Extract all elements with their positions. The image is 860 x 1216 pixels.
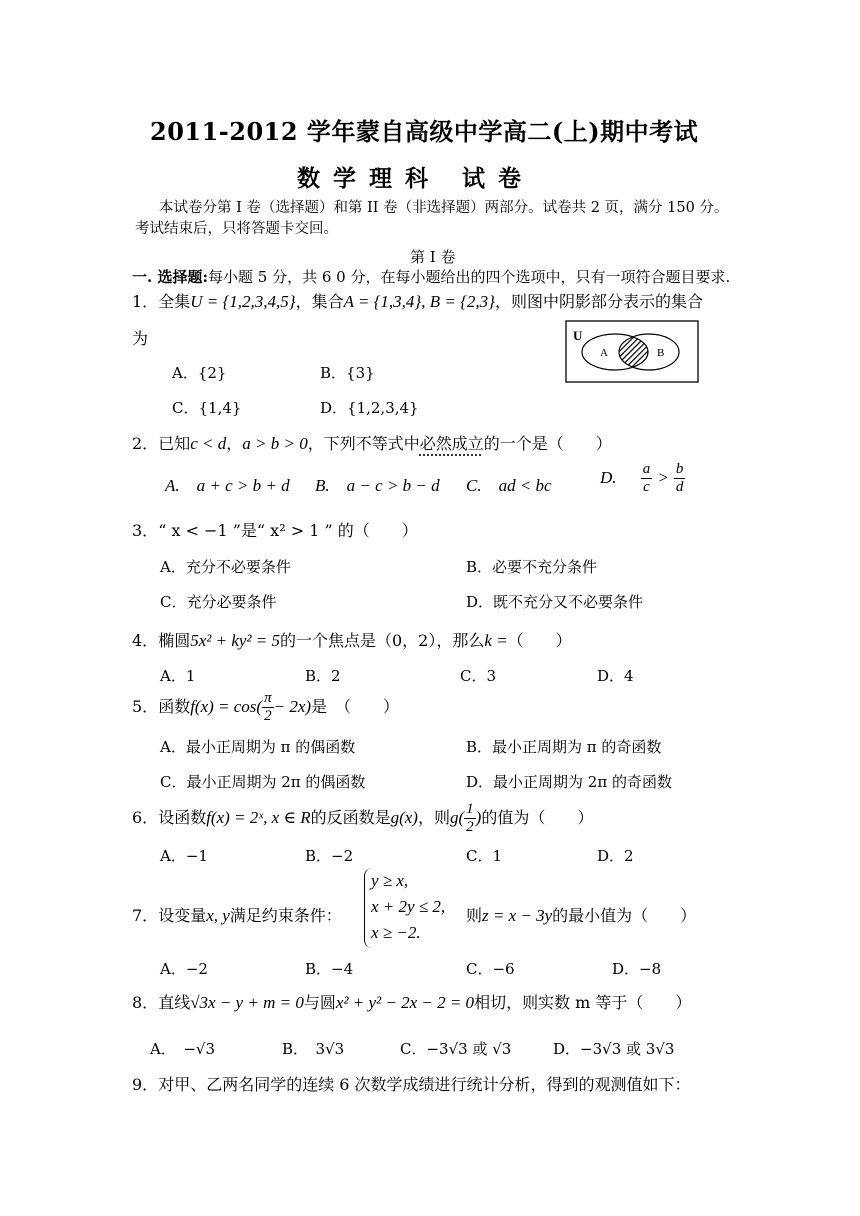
q3-option-c[interactable]: C．充分必要条件 [160,593,277,611]
q7-text-4: 的最小值为（ ） [552,906,697,925]
question-2-stem [132,431,612,454]
section-heading: 一. 选择题: [132,268,208,286]
exam-title: 2011-2012 学年蒙自高级中学高二(上)期中考试 [150,117,699,146]
q4-text-1: 椭圆 [158,631,191,650]
question-3-stem [132,518,418,541]
q4-text-2: 的一个焦点是（0，2），那么 [279,631,485,650]
part-label: 第 I 卷 [410,248,456,266]
q8-option-b[interactable]: B． 3√3 [282,1040,345,1058]
venn-b-label: B [657,347,665,359]
q1-math-sets: A = {1,3,4}, B = {2,3} [343,292,495,311]
q1-option-c[interactable]: C．{1,4} [172,399,242,417]
question-number: 5． [132,697,159,716]
question-number: 3． [132,521,159,540]
frac-numerator: b [675,461,684,477]
frac-denominator: 2 [466,819,474,835]
q5-option-d[interactable]: D．最小正周期为 2π 的奇函数 [466,773,672,791]
constraint-2: x + 2y ≤ 2, [371,897,446,916]
q6-option-b[interactable]: B．−2 [305,847,354,865]
question-number: 9． [132,1075,159,1094]
q7-text-1: 设变量 [158,906,207,925]
q4-option-a[interactable]: A．1 [160,667,196,685]
q4-math-k: k = [484,631,508,650]
venn-diagram [565,320,699,383]
q2-text-4: 的一个是（ ） [483,434,612,453]
q1-text-2: ，集合 [295,292,344,311]
q7-text-3: 则 [466,906,483,925]
question-1-stem-cont: 为 [132,329,149,348]
q8-option-a[interactable]: A． −√3 [150,1040,216,1058]
q8-math-circle: x² + y² − 2x − 2 = 0 [335,993,475,1012]
q5-math-2: − 2x) [273,697,312,716]
q1-text-1: 全集 [158,292,191,311]
q3-option-b[interactable]: B．必要不充分条件 [466,558,598,576]
q2-emphasis: 必然成立 [419,434,484,453]
q2-option-b[interactable]: B. a − c > b − d [315,476,440,495]
q7-constraint-system [364,868,445,948]
question-9-stem [132,1072,691,1095]
constraint-3: x ≥ −2. [371,923,421,942]
q9-text: 对甲、乙两名同学的连续 6 次数学成绩进行统计分析，得到的观测值如下： [158,1075,691,1094]
q2-fraction-a-over-c [641,461,653,496]
question-number: 4． [132,631,159,650]
q4-option-b[interactable]: B．2 [305,667,341,685]
q8-math-line: √3x − y + m = 0 [190,993,304,1012]
q6-option-c[interactable]: C．1 [466,847,503,865]
question-number: 1． [132,292,159,311]
exam-subtitle: 数学理科 试卷 [297,165,535,192]
q5-fraction-pi-over-2 [262,690,274,725]
frac-numerator: a [642,461,651,477]
q2-option-d-label: D. [600,468,617,487]
q4-option-c[interactable]: C．3 [460,667,497,685]
q5-text-2: 是 （ ） [311,697,400,716]
venn-u-label: U [573,328,583,343]
question-7-stem [132,903,342,926]
q3-text: “ x < −1 ”是“ x² > 1 ” 的（ ） [158,521,418,540]
q1-option-a[interactable]: A．{2} [172,364,227,382]
question-number: 7． [132,906,159,925]
q2-text-1: 已知 [158,434,191,453]
q6-math-4: ) [475,808,482,827]
q6-math-2: g(x) [390,808,418,827]
intro-text [135,198,775,240]
section-header [132,266,730,287]
question-7-stem-cont [466,903,696,926]
q4-option-d[interactable]: D．4 [597,667,634,685]
q5-option-b[interactable]: B．最小正周期为 π 的奇函数 [466,738,662,756]
q6-option-a[interactable]: A．−1 [160,847,208,865]
q4-text-3: （ ） [507,631,572,650]
question-number: 8． [132,993,159,1012]
question-4-stem [132,628,572,651]
frac-denominator: d [675,479,684,495]
q6-fraction-one-half [464,801,476,836]
q6-math-3: g( [449,808,465,827]
q7-option-c[interactable]: C．−6 [466,960,515,978]
q7-math-vars: x, y [206,906,230,925]
q2-option-c[interactable]: C. ad < bc [466,476,552,495]
q5-option-a[interactable]: A．最小正周期为 π 的偶函数 [160,738,356,756]
q8-option-c[interactable]: C．−3√3 或 √3 [400,1040,512,1058]
q2-option-d-operator: > [657,468,669,487]
q2-text-2: ， [226,434,243,453]
q7-text-2: 满足约束条件： [229,906,342,925]
q2-option-a[interactable]: A. a + c > b + d [165,476,290,495]
q7-option-b[interactable]: B．−4 [305,960,354,978]
q8-text-2: 与圆 [303,993,336,1012]
q3-option-d[interactable]: D．既不充分又不必要条件 [466,593,644,611]
q6-text-3: ，则 [417,808,450,827]
q7-option-a[interactable]: A．−2 [160,960,208,978]
q6-option-d[interactable]: D．2 [597,847,634,865]
q1-text-3: ，则图中阴影部分表示的集合 [494,292,703,311]
question-number: 6． [132,808,159,827]
q2-math-2: a > b > 0 [242,434,308,453]
intro-line-2: 考试结束后，只将答题卡交回。 [135,221,338,237]
q7-option-d[interactable]: D．−8 [612,960,662,978]
q8-option-d[interactable]: D．−3√3 或 3√3 [553,1040,675,1058]
q6-text-4: 的值为（ ） [481,808,594,827]
frac-numerator: 1 [466,801,474,817]
q2-text-3: ，下列不等式中 [307,434,420,453]
frac-denominator: 2 [264,708,272,724]
question-1-stem [132,289,703,312]
section-instruction: 每小题 5 分，共 6 0 分，在每小题给出的四个选项中，只有一项符合题目要求. [207,268,731,286]
question-8-stem [132,990,691,1013]
q3-option-a[interactable]: A．充分不必要条件 [160,558,291,576]
q8-text-3: 相切，则实数 m 等于（ ） [474,993,692,1012]
q1-option-b[interactable]: B．{3} [320,364,375,382]
question-5-stem [132,690,399,725]
q5-text-1: 函数 [158,697,191,716]
q5-math-1: f(x) = cos( [190,697,263,716]
q1-math-universal-set: U = {1,2,3,4,5} [190,292,296,311]
q6-text-1: 设函数 [158,808,207,827]
q7-math-objective: z = x − 3y [482,906,553,925]
venn-a-label: A [600,347,608,359]
frac-denominator: c [643,479,650,495]
q2-fraction-b-over-d [674,461,686,496]
question-number: 2． [132,434,159,453]
q2-math-1: c < d [190,434,227,453]
intro-line-1: 本试卷分第 I 卷（选择题）和第 II 卷（非选择题）两部分。试卷共 2 页，满分 150 分。 [159,200,729,216]
q2-option-d[interactable] [600,461,685,496]
q8-text-1: 直线 [158,993,191,1012]
q1-option-d[interactable]: D．{1,2,3,4} [320,399,419,417]
q4-math-ellipse: 5x² + ky² = 5 [190,631,280,650]
q6-text-2: 的反函数是 [310,808,391,827]
question-6-stem [132,801,593,836]
constraint-1: y ≥ x, [371,871,409,890]
q5-option-c[interactable]: C．最小正周期为 2π 的偶函数 [160,773,366,791]
q6-math-1: f(x) = 2ˣ, x ∈ R [206,808,311,827]
frac-numerator: π [264,690,272,706]
